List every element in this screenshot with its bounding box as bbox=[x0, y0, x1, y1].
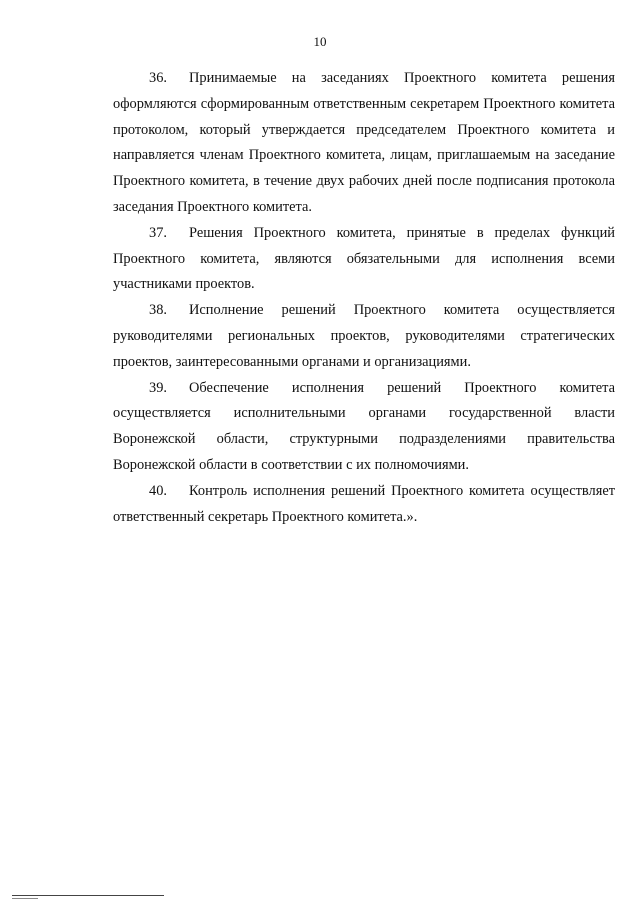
paragraph-text: Обеспечение исполнения решений Проектного комитета осуществляется исполнительными органами государственной власти Воронежской области, структурными подразделениями правительства Воронежской области в соответствии с их полномочиями. bbox=[113, 379, 615, 473]
footer-divider bbox=[12, 895, 164, 896]
paragraph-number: 39. bbox=[149, 379, 167, 396]
paragraph-text: Решения Проектного комитета, принятые в пределах функций Проектного комитета, являются обязательными для исполнения всеми участниками проектов. bbox=[113, 224, 615, 293]
paragraph-39 bbox=[113, 376, 615, 479]
paragraph-40 bbox=[113, 479, 615, 531]
paragraph-text: Контроль исполнения решений Проектного комитета осуществляет ответственный секретарь Проектного комитета.». bbox=[113, 482, 615, 525]
footer-divider-short bbox=[12, 898, 38, 899]
paragraph-text: Принимаемые на заседаниях Проектного комитета решения оформляются сформированным ответственным секретарем Проектного комитета протоколом, который утверждается председателем Проектного комитета и направляется членам Проектного комитета, лицам, приглашаемым на заседание Проектного комитета, в течение двух рабочих дней после подписания протокола заседания Проектного комитета. bbox=[113, 70, 615, 215]
page-number: 10 bbox=[313, 34, 327, 49]
document-body bbox=[113, 66, 615, 530]
paragraph-text: Исполнение решений Проектного комитета осуществляется руководителями региональных проектов, руководителями стратегических проектов, заинтересованными органами и организациями. bbox=[113, 302, 615, 370]
paragraph-38 bbox=[113, 298, 615, 375]
paragraph-number: 37. bbox=[149, 224, 167, 241]
paragraph-number: 40. bbox=[149, 482, 167, 499]
paragraph-36 bbox=[113, 66, 615, 221]
paragraph-number: 38. bbox=[149, 302, 167, 319]
paragraph-number: 36. bbox=[149, 70, 167, 86]
paragraph-37 bbox=[113, 221, 615, 298]
